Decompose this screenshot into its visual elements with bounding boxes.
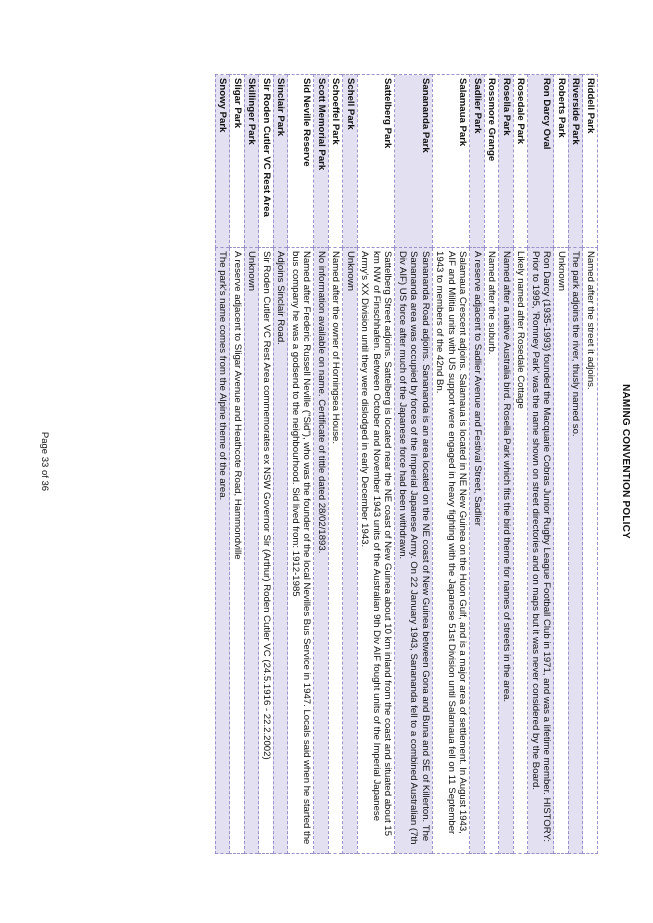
- table-row: [499, 75, 514, 854]
- table-row: [485, 75, 500, 854]
- park-name-cell: Riverside Park: [569, 75, 584, 248]
- table-row: [569, 75, 584, 854]
- naming-table: [215, 74, 598, 854]
- park-name-cell: Riddell Park: [583, 75, 598, 248]
- park-description-cell: Ron Darcy (1935-1993) founded the Macquarie Cobras Junior Rugby League Football Club in 1971, and was a lifetime member. HISTORY: Prior to 1995, 'Romney Park' was the name shown on street directories and on maps but it was never considered by the Board.: [528, 248, 554, 854]
- park-description-cell: Sanananda Road adjoins. Sanananda is an area located on the NE coast of New Guinea between Gona and Buna and SE of Killerton. The Sanananda area was occupied by forces of the Imperial Japanese Army. On 22 January 1943, Sanananda fell to a combined Australian (7th Div AIF) US force after much of the Japanese force had been withdrawn.: [395, 248, 433, 854]
- park-description-cell: Named after the owner of Horningsea House.: [329, 248, 344, 854]
- table-row: [554, 75, 569, 854]
- park-name-cell: Scott Memorial Park: [314, 75, 329, 248]
- table-body: [216, 75, 598, 854]
- park-description-cell: A reserve adjacent to Sadlier Avenue and Festival Street, Sadlier: [470, 248, 485, 854]
- park-description-cell: Unknown: [343, 248, 358, 854]
- table-row: [259, 75, 274, 854]
- park-description-cell: A reserve adjacent to Sligar Avenue and Heathcote Road, Hammondville: [230, 248, 245, 854]
- table-row: [528, 75, 554, 854]
- park-description-cell: Named after the street it adjoins.: [583, 248, 598, 854]
- park-name-cell: Sid Neville Reserve: [288, 75, 314, 248]
- table-row: [433, 75, 471, 854]
- document-title: NAMING CONVENTION POLICY: [620, 384, 631, 539]
- table-row: [395, 75, 433, 854]
- table-row: [274, 75, 289, 854]
- park-description-cell: The park's name comes from the Alpine theme of the area.: [216, 248, 231, 854]
- park-name-cell: Skillinger Park: [245, 75, 260, 248]
- park-name-cell: Sligar Park: [230, 75, 245, 248]
- page-footer: Page 33 of 36: [39, 431, 50, 492]
- park-description-cell: Named after a native Australia bird. Rosella Park which fits the bird theme for names of streets in the area.: [499, 248, 514, 854]
- park-name-cell: Snowy Park: [216, 75, 231, 248]
- table-row: [329, 75, 344, 854]
- park-description-cell: Unknown: [245, 248, 260, 854]
- park-description-cell: Adjoins Sinclair Road.: [274, 248, 289, 854]
- park-name-cell: Sananandа Park: [395, 75, 433, 248]
- park-name-cell: Ron Darcy Oval: [528, 75, 554, 248]
- park-name-cell: Rosedale Park: [514, 75, 529, 248]
- park-name-cell: Schell Park: [343, 75, 358, 248]
- park-name-cell: Schoeffel Park: [329, 75, 344, 248]
- park-description-cell: No information available on name. Certificate of tittle dated 28/02/1893.: [314, 248, 329, 854]
- table-row: [314, 75, 329, 854]
- table-row: [514, 75, 529, 854]
- park-description-cell: Sir Roden Cutler VC Rest Area commemorates ex NSW Governor Sir (Arthur) Roden Cutler VC (24.5.1916 - 22.2.2002): [259, 248, 274, 854]
- park-description-cell: Likely named after Rosedale Cottage: [514, 248, 529, 854]
- park-name-cell: Sattelberg Park: [358, 75, 396, 248]
- park-description-cell: Unknown: [554, 248, 569, 854]
- park-name-cell: Roberts Park: [554, 75, 569, 248]
- table-row: [343, 75, 358, 854]
- table-row: [358, 75, 396, 854]
- park-name-cell: Sir Roden Cutler VC Rest Area: [259, 75, 274, 248]
- park-description-cell: Named after Frederic Russell Neville ("Sid"), who was the founder of the local Nevilles Bus Service in 1947. Locals said when he started the bus company he was a godsend to the neighbourhood. Sid lived from: 1912-1985: [288, 248, 314, 854]
- park-description-cell: The park adjoins the river, thusly named so.: [569, 248, 584, 854]
- park-description-cell: Salamaua Crescent adjoins. Salamaua is located in NE New Guinea on the Huon Gulf, and is a major area of settlement. In August 1943, AIF and Militia units with US support were engaged in heavy fighting with the Japanese 51st Division until Salamaua fell on 11 September 1943 to members of the 42nd Bn.: [433, 248, 471, 854]
- table-row: [583, 75, 598, 854]
- table-row: [470, 75, 485, 854]
- table-row: [288, 75, 314, 854]
- park-name-cell: Sadlier Park: [470, 75, 485, 248]
- table-row: [245, 75, 260, 854]
- park-name-cell: Rosella Park: [499, 75, 514, 248]
- park-name-cell: Sinclair Park: [274, 75, 289, 248]
- park-description-cell: Named after the suburb.: [485, 248, 500, 854]
- table-row: [216, 75, 231, 854]
- table-row: [230, 75, 245, 854]
- park-name-cell: Salamaua Park: [433, 75, 471, 248]
- park-description-cell: Sattelberg Street adjoins. Sattelberg is located near the NE coast of New Guinea about 10 km inland from the coast and situated about 15 km NW of Finschhafen. Between October and November 1943 units of the Australian 9th Div AIF fought units of the Imperial Japanese Army's XX Division until they were dislodged in early December 1943.: [358, 248, 396, 854]
- park-name-cell: Rossmore Grange: [485, 75, 500, 248]
